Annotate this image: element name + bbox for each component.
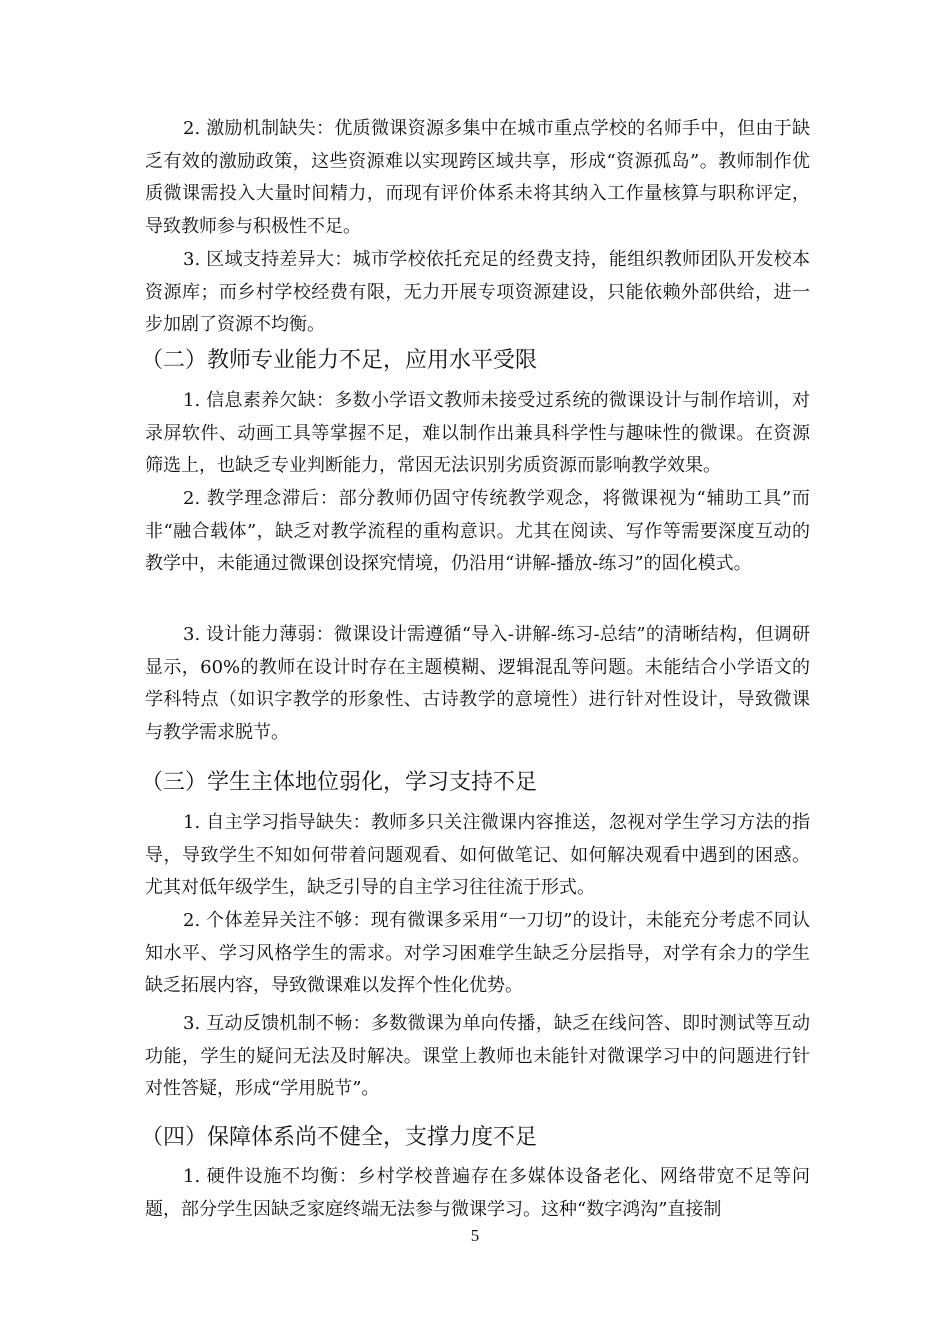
paragraph-text: 2. 激励机制缺失：优质微课资源多集中在城市重点学校的名师手中，但由于缺乏有效的激励政策，这些资源难以实现跨区域共享，形成“资源孤岛”。教师制作优质微课需投入大量时间精力，而现有评价体系未将其纳入工作量核算与职称评定，导致教师参与积极性不足。 [145,118,810,237]
heading-text: （三）学生主体地位弱化，学习支持不足 [141,770,538,795]
section-heading-4 [141,1123,810,1153]
paragraph-hardware [145,1161,810,1226]
paragraph-self-study [145,807,810,905]
paragraph-design-ability [145,619,810,749]
paragraph-text: 1. 硬件设施不均衡：乡村学校普遍存在多媒体设备老化、网络带宽不足等问题，部分学生因缺乏家庭终端无法参与微课学习。这种“数字鸿沟”直接制 [145,1166,810,1220]
paragraph-text: 2. 教学理念滞后：部分教师仍固守传统教学观念，将微课视为“辅助工具”而非“融合载体”，缺乏对教学流程的重构意识。尤其在阅读、写作等需要深度互动的教学中，未能通过微课创设探究情境，仍沿用“讲解-播放-练习”的固化模式。 [145,488,810,574]
paragraph-text: 3. 设计能力薄弱：微课设计需遵循“导入-讲解-练习-总结”的清晰结构，但调研显示，60%的教师在设计时存在主题模糊、逻辑混乱等问题。未能结合小学语文的学科特点（如识字教学的形象性、古诗教学的意境性）进行针对性设计，导致微课与教学需求脱节。 [145,624,810,743]
section-heading-3 [141,768,810,798]
page-number: 5 [470,1226,480,1245]
heading-text: （二）教师专业能力不足，应用水平受限 [141,348,538,373]
paragraph-individual-diff [145,905,810,1003]
paragraph-teaching-concept [145,483,810,581]
paragraph-feedback [145,1008,810,1106]
paragraph-regional-support [145,244,810,342]
section-heading-2 [141,346,810,376]
paragraph-text: 1. 自主学习指导缺失：教师多只关注微课内容推送，忽视对学生学习方法的指导，导致学生不知如何带着问题观看、如何做笔记、如何解决观看中遇到的困惑。尤其对低年级学生，缺乏引导的自主学习往往流于形式。 [145,812,810,898]
heading-text: （四）保障体系尚不健全，支撑力度不足 [141,1125,538,1150]
paragraph-info-literacy [145,385,810,483]
paragraph-text: 2. 个体差异关注不够：现有微课多采用“一刀切”的设计，未能充分考虑不同认知水平、学习风格学生的需求。对学习困难学生缺乏分层指导，对学有余力的学生缺乏拓展内容，导致微课难以发挥个性化优势。 [145,910,810,996]
paragraph-text: 3. 互动反馈机制不畅：多数微课为单向传播，缺乏在线问答、即时测试等互动功能，学生的疑问无法及时解决。课堂上教师也未能针对微课学习中的问题进行针对性答疑，形成“学用脱节”。 [145,1013,810,1099]
paragraph-incentive [145,113,810,243]
paragraph-text: 3. 区域支持差异大：城市学校依托充足的经费支持，能组织教师团队开发校本资源库；而乡村学校经费有限，无力开展专项资源建设，只能依赖外部供给，进一步加剧了资源不均衡。 [145,249,810,335]
paragraph-text: 1. 信息素养欠缺：多数小学语文教师未接受过系统的微课设计与制作培训，对录屏软件、动画工具等掌握不足，难以制作出兼具科学性与趣味性的微课。在资源筛选上，也缺乏专业判断能力，常因无法识别劣质资源而影响教学效果。 [145,390,810,476]
